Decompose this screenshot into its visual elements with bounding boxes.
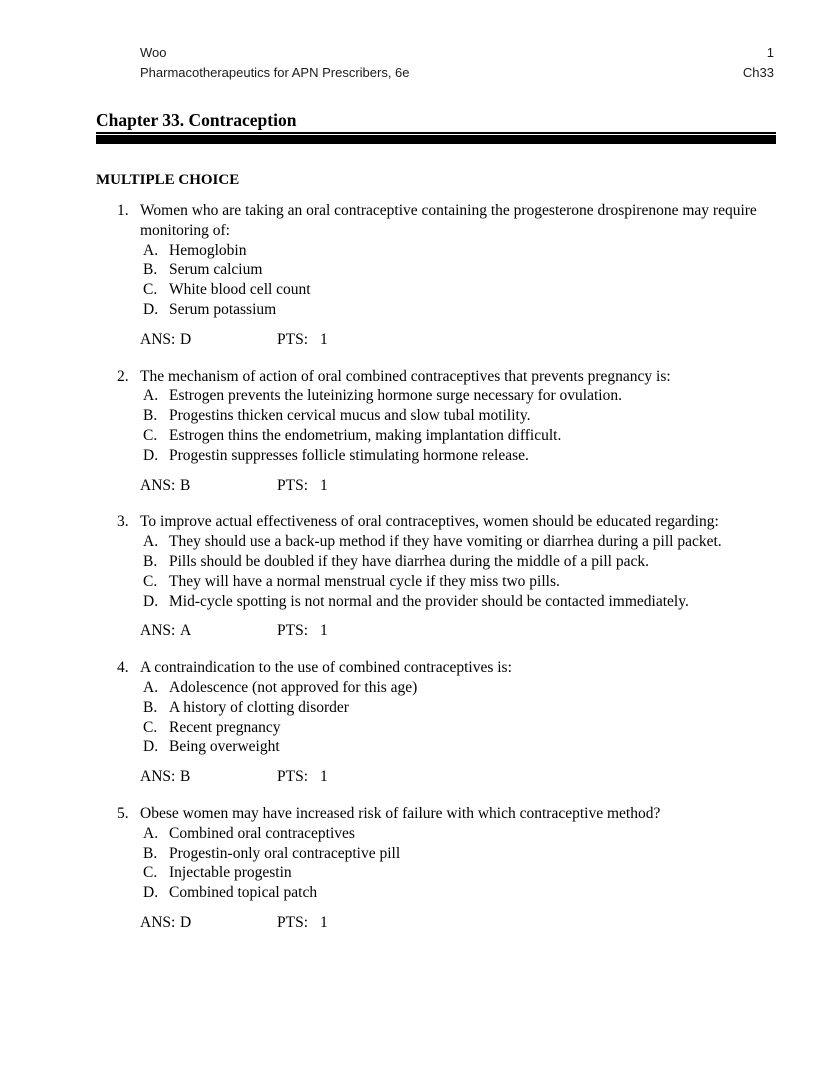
option-letter: B. bbox=[143, 261, 158, 279]
option-row bbox=[143, 863, 776, 883]
header-right bbox=[743, 43, 774, 83]
option-text: Progestins thicken cervical mucus and slow tubal motility. bbox=[169, 407, 531, 425]
header-chapter-code: Ch33 bbox=[742, 65, 774, 80]
question-number: 3. bbox=[117, 513, 129, 531]
option-letter: B. bbox=[143, 407, 158, 425]
option-letter: C. bbox=[143, 718, 158, 736]
header-left bbox=[140, 43, 410, 83]
option-row bbox=[143, 844, 776, 864]
option-row bbox=[143, 446, 776, 466]
ans-value: A bbox=[180, 622, 192, 640]
option-letter: D. bbox=[143, 300, 159, 318]
option-letter: C. bbox=[143, 864, 158, 882]
option-row bbox=[143, 300, 776, 320]
option-row bbox=[143, 698, 776, 718]
option-text: Recent pregnancy bbox=[169, 718, 281, 736]
pts-label: PTS: bbox=[277, 768, 309, 786]
pts-label: PTS: bbox=[277, 622, 309, 640]
header-author: Woo bbox=[140, 45, 167, 60]
header-book-title: Pharmacotherapeutics for APN Prescribers, 6e bbox=[140, 65, 410, 80]
options-group bbox=[140, 386, 776, 465]
option-text: Combined oral contraceptives bbox=[169, 824, 355, 842]
options-group bbox=[140, 824, 776, 903]
option-row bbox=[143, 592, 776, 612]
question-number: 1. bbox=[117, 202, 129, 219]
pts-value: 1 bbox=[320, 330, 328, 348]
option-row bbox=[143, 883, 776, 903]
answer-row bbox=[140, 476, 776, 496]
option-row bbox=[143, 426, 776, 446]
question-number: 2. bbox=[117, 367, 129, 385]
option-row bbox=[143, 386, 776, 406]
question-body bbox=[140, 512, 776, 658]
option-letter: B. bbox=[143, 844, 158, 862]
option-letter: A. bbox=[143, 387, 159, 405]
chapter-title-block bbox=[96, 110, 776, 144]
option-letter: A. bbox=[143, 678, 159, 696]
option-row bbox=[143, 406, 776, 426]
option-letter: C. bbox=[143, 572, 158, 590]
option-letter: D. bbox=[143, 446, 159, 464]
question-item bbox=[117, 658, 776, 804]
question-text: Women who are taking an oral contraceptive containing the progesterone drospirenone may require monitoring of: bbox=[140, 202, 757, 239]
question-item bbox=[117, 512, 776, 658]
option-letter: A. bbox=[143, 824, 159, 842]
ans-label: ANS: bbox=[140, 913, 176, 931]
ans-value: D bbox=[180, 913, 192, 931]
ans-value: D bbox=[180, 330, 192, 348]
option-row bbox=[143, 280, 776, 300]
option-text: Hemoglobin bbox=[169, 241, 247, 259]
question-text: A contraindication to the use of combined contraceptives is: bbox=[140, 659, 512, 677]
question-item bbox=[117, 201, 776, 367]
question-body bbox=[140, 804, 776, 950]
option-row bbox=[143, 678, 776, 698]
pts-label: PTS: bbox=[277, 330, 309, 348]
title-divider-bar bbox=[96, 135, 776, 144]
option-text: A history of clotting disorder bbox=[169, 698, 349, 716]
option-letter: C. bbox=[143, 426, 158, 444]
option-letter: A. bbox=[143, 533, 159, 551]
option-text: Progestin suppresses follicle stimulating hormone release. bbox=[169, 446, 529, 464]
option-text: They will have a normal menstrual cycle if they miss two pills. bbox=[169, 572, 560, 590]
option-row bbox=[143, 260, 776, 280]
option-text: Pills should be doubled if they have diarrhea during the middle of a pill pack. bbox=[169, 552, 649, 570]
options-group bbox=[140, 241, 776, 320]
question-text: The mechanism of action of oral combined contraceptives that prevents pregnancy is: bbox=[140, 367, 671, 385]
option-row bbox=[143, 532, 776, 552]
answer-row bbox=[140, 621, 776, 641]
ans-label: ANS: bbox=[140, 330, 176, 348]
options-group bbox=[140, 678, 776, 757]
question-body bbox=[140, 658, 776, 804]
option-row bbox=[143, 737, 776, 757]
option-text: They should use a back-up method if they have vomiting or diarrhea during a pill packet. bbox=[169, 533, 722, 551]
question-text: Obese women may have increased risk of failure with which contraceptive method? bbox=[140, 804, 661, 822]
question-body bbox=[140, 201, 776, 367]
answer-row bbox=[140, 767, 776, 787]
option-row bbox=[143, 572, 776, 592]
options-group bbox=[140, 532, 776, 611]
ans-value: B bbox=[180, 476, 191, 494]
option-text: Estrogen prevents the luteinizing hormone surge necessary for ovulation. bbox=[169, 387, 622, 405]
option-letter: D. bbox=[143, 738, 159, 756]
pts-value: 1 bbox=[320, 913, 328, 931]
option-letter: D. bbox=[143, 884, 159, 902]
option-letter: C. bbox=[143, 281, 158, 299]
option-letter: B. bbox=[143, 552, 158, 570]
question-text: To improve actual effectiveness of oral contraceptives, women should be educated regarding: bbox=[140, 513, 719, 531]
option-letter: A. bbox=[143, 241, 159, 259]
option-text: Serum potassium bbox=[169, 300, 277, 318]
question-number: 5. bbox=[117, 804, 129, 822]
pts-value: 1 bbox=[320, 622, 328, 640]
option-text: Injectable progestin bbox=[169, 864, 292, 882]
pts-label: PTS: bbox=[277, 476, 309, 494]
option-text: Estrogen thins the endometrium, making implantation difficult. bbox=[169, 426, 562, 444]
question-item bbox=[117, 367, 776, 513]
question-item bbox=[117, 804, 776, 950]
header-page-number: 1 bbox=[766, 45, 774, 60]
pts-value: 1 bbox=[320, 476, 328, 494]
option-row bbox=[143, 824, 776, 844]
option-letter: D. bbox=[143, 592, 159, 610]
option-text: Progestin-only oral contraceptive pill bbox=[169, 844, 401, 862]
option-text: Mid-cycle spotting is not normal and the provider should be contacted immediately. bbox=[169, 592, 689, 610]
pts-label: PTS: bbox=[277, 913, 309, 931]
option-row bbox=[143, 241, 776, 261]
answer-row bbox=[140, 913, 776, 933]
running-header bbox=[140, 43, 774, 83]
question-number: 4. bbox=[117, 659, 129, 677]
question-body bbox=[140, 367, 776, 513]
option-text: White blood cell count bbox=[169, 281, 311, 299]
question-list bbox=[117, 201, 776, 950]
option-row bbox=[143, 718, 776, 738]
answer-row bbox=[140, 330, 776, 350]
option-text: Adolescence (not approved for this age) bbox=[169, 678, 418, 696]
ans-label: ANS: bbox=[140, 622, 176, 640]
option-row bbox=[143, 552, 776, 572]
ans-label: ANS: bbox=[140, 476, 176, 494]
chapter-title: Chapter 33. Contraception bbox=[96, 110, 776, 134]
option-letter: B. bbox=[143, 698, 158, 716]
pts-value: 1 bbox=[320, 768, 328, 786]
option-text: Combined topical patch bbox=[169, 884, 318, 902]
ans-value: B bbox=[180, 768, 191, 786]
ans-label: ANS: bbox=[140, 768, 176, 786]
section-heading: MULTIPLE CHOICE bbox=[96, 172, 240, 188]
option-text: Serum calcium bbox=[169, 261, 263, 279]
option-text: Being overweight bbox=[169, 738, 280, 756]
